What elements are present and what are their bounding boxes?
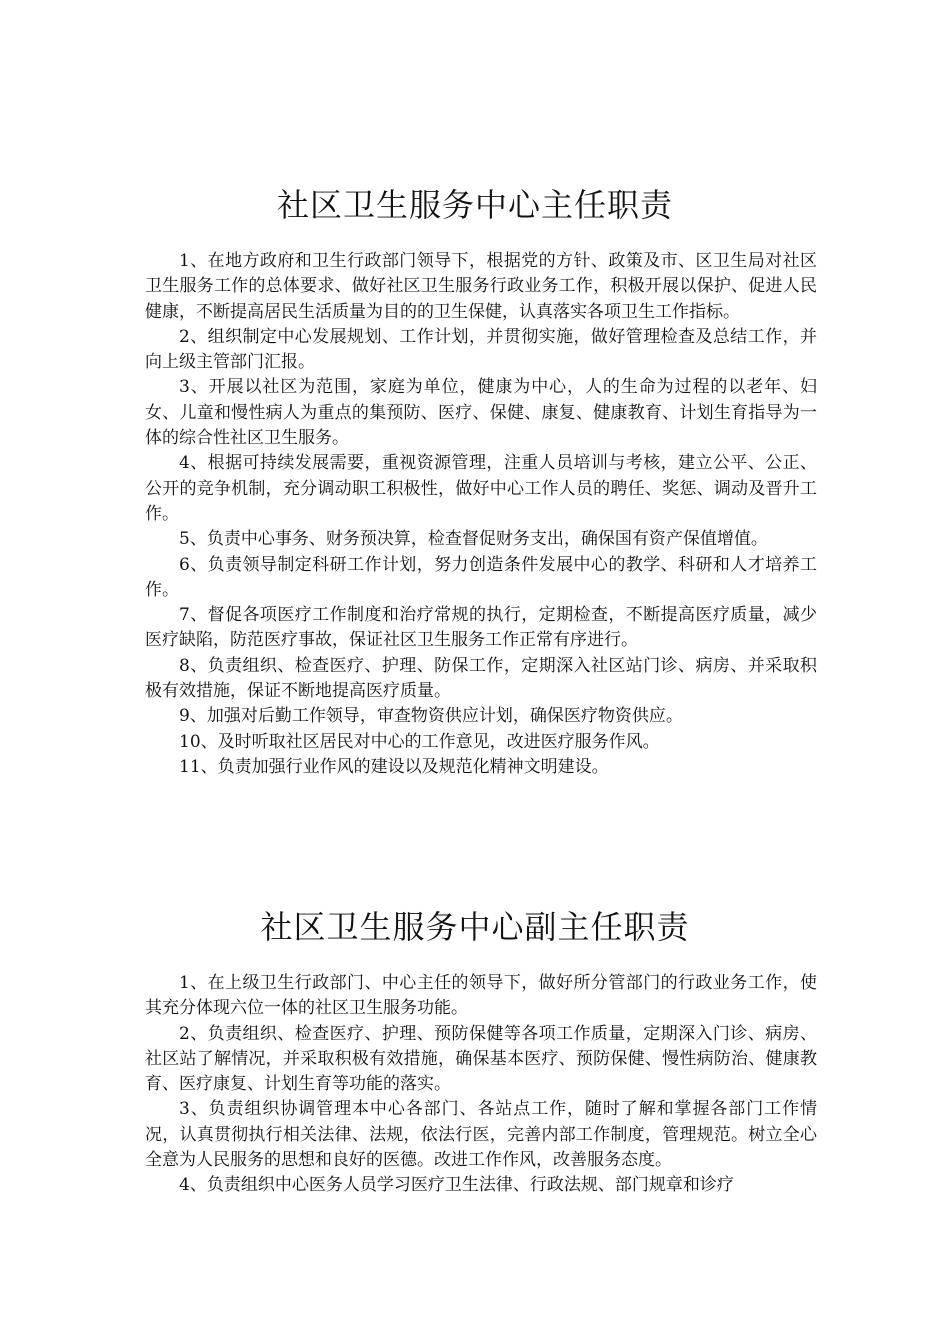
duty-paragraph: 6、负责领导制定科研工作计划，努力创造条件发展中心的教学、科研和人才培养工作。 <box>145 554 817 600</box>
duty-paragraph: 10、及时听取社区居民对中心的工作意见，改进医疗服务作风。 <box>179 731 660 752</box>
duty-paragraph: 9、加强对后勤工作领导，审查物资供应计划，确保医疗物资供应。 <box>179 706 683 727</box>
duty-paragraph: 4、负责组织中心医务人员学习医疗卫生法律、行政法规、部门规章和诊疗 <box>179 1175 734 1196</box>
duty-paragraph: 4、根据可持续发展需要，重视资源管理，注重人员培训与考核，建立公平、公正、公开的竞争机制，充分调动职工积极性，做好中心工作人员的聘任、奖惩、调动及晋升工作。 <box>145 453 817 524</box>
director-duties-body <box>145 249 817 780</box>
section-title-deputy-director: 社区卫生服务中心副主任职责 <box>260 908 690 946</box>
duty-paragraph: 11、负责加强行业作风的建设以及规范化精神文明建设。 <box>179 756 609 777</box>
duty-paragraph: 8、负责组织、检查医疗、护理、防保工作，定期深入社区站门诊、病房、并采取积极有效措施，保证不断地提高医疗质量。 <box>145 655 817 702</box>
duty-paragraph: 3、负责组织协调管理本中心各部门、各站点工作，随时了解和掌握各部门工作情况，认真贯彻执行相关法律、法规，依法行医，完善内部工作制度，管理规范。树立全心全意为人民服务的思想和良好的医德。改进工作作风，改善服务态度。 <box>145 1099 817 1171</box>
duty-paragraph: 7、督促各项医疗工作制度和治疗常规的执行，定期检查，不断提高医疗质量，减少医疗缺陷，防范医疗事故，保证社区卫生服务工作正常有序进行。 <box>145 605 817 651</box>
deputy-director-duties-body <box>145 971 817 1199</box>
duty-paragraph: 2、负责组织、检查医疗、护理、预防保健等各项工作质量，定期深入门诊、病房、社区站了解情况，并采取积极有效措施，确保基本医疗、预防保健、慢性病防治、健康教育、医疗康复、计划生育等功能的落实。 <box>145 1023 817 1095</box>
duty-paragraph: 3、开展以社区为范围，家庭为单位，健康为中心，人的生命为过程的以老年、妇女、儿童和慢性病人为重点的集预防、医疗、保健、康复、健康教育、计划生育指导为一体的综合性社区卫生服务。 <box>145 377 817 449</box>
duty-paragraph: 1、在上级卫生行政部门、中心主任的领导下，做好所分管部门的行政业务工作，使其充分体现六位一体的社区卫生服务功能。 <box>145 973 817 1019</box>
duty-paragraph: 5、负责中心事务、财务预决算，检查督促财务支出，确保国有资产保值增值。 <box>179 529 768 550</box>
section-title-director: 社区卫生服务中心主任职责 <box>276 186 673 224</box>
duty-paragraph: 1、在地方政府和卫生行政部门领导下，根据党的方针、政策及市、区卫生局对社区卫生服务工作的总体要求、做好社区卫生服务行政业务工作，积极开展以保护、促进人民健康，不断提高居民生活质量为目的的卫生保健，认真落实各项卫生工作指标。 <box>145 251 817 322</box>
duty-paragraph: 2、组织制定中心发展规划、工作计划，并贯彻实施，做好管理检查及总结工作，并向上级主管部门汇报。 <box>145 326 817 373</box>
